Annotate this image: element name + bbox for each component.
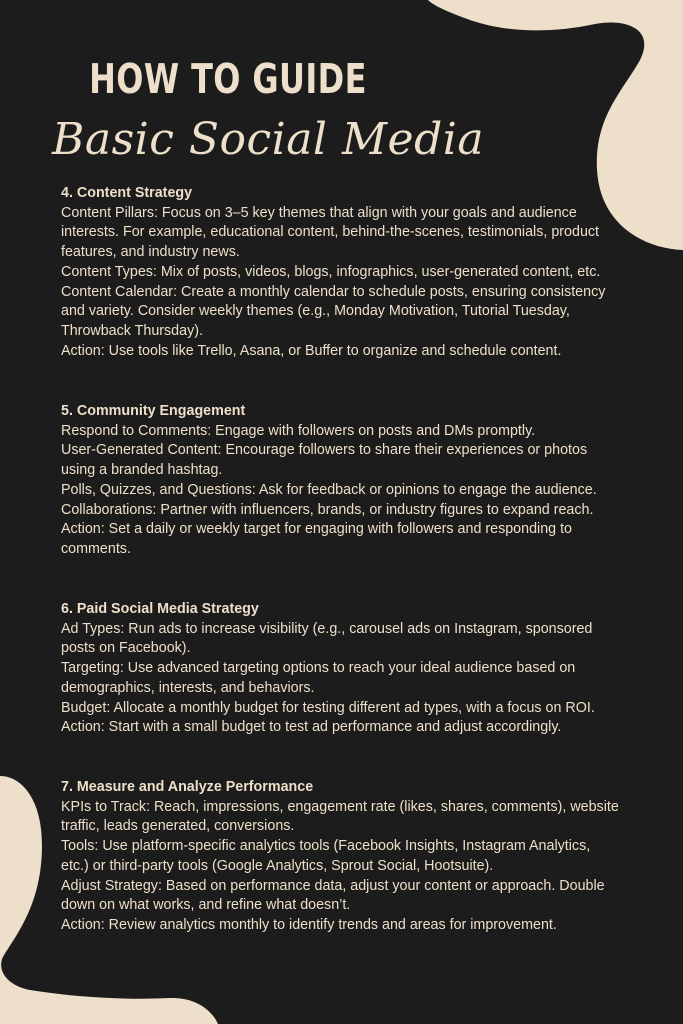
- section-measure-analyze: [61, 778, 621, 936]
- section-line: Ad Types: Run ads to increase visibility (e.g., carousel ads on Instagram, sponsored posts on Facebook).: [61, 620, 593, 657]
- section-content-strategy: [61, 184, 621, 361]
- section-heading: 4. Content Strategy: [61, 185, 193, 201]
- section-line: Content Pillars: Focus on 3–5 key themes that align with your goals and audience interests. For example, educational content, behind-the-scenes, testimonials, product features, and industry news.: [61, 204, 600, 261]
- section-line: Action: Set a daily or weekly target for engaging with followers and responding to comments.: [61, 521, 573, 557]
- section-line: User-Generated Content: Encourage followers to share their experiences or photos using a branded hashtag.: [61, 442, 588, 479]
- section-line: Action: Use tools like Trello, Asana, or Buffer to organize and schedule content.: [61, 342, 562, 359]
- page-subtitle: Basic Social Media: [52, 114, 485, 165]
- section-line: Content Types: Mix of posts, videos, blogs, infographics, user-generated content, etc.: [61, 263, 601, 280]
- section-line: Collaborations: Partner with influencers, brands, or industry figures to expand reach.: [61, 501, 594, 518]
- section-line: Targeting: Use advanced targeting options to reach your ideal audience based on demographics, interests, and behaviors.: [61, 660, 576, 696]
- section-line: Polls, Quizzes, and Questions: Ask for feedback or opinions to engage the audience.: [61, 481, 597, 498]
- section-line: KPIs to Track: Reach, impressions, engagement rate (likes, shares, comments), website traffic, leads generated, conversions.: [61, 798, 619, 835]
- section-line: Action: Start with a small budget to test ad performance and adjust accordingly.: [61, 719, 562, 736]
- section-paid-social-media: [61, 600, 621, 738]
- section-line: Tools: Use platform-specific analytics tools (Facebook Insights, Instagram Analytics, etc.) or third-party tools (Google Analytics, Sprout Social, Hootsuite).: [61, 838, 591, 874]
- section-line: Action: Review analytics monthly to identify trends and areas for improvement.: [61, 916, 557, 933]
- section-line: Adjust Strategy: Based on performance data, adjust your content or approach. Double down on what works, and refine what doesn’t.: [61, 877, 605, 914]
- section-heading: 5. Community Engagement: [61, 403, 246, 419]
- section-line: Respond to Comments: Engage with followers on posts and DMs promptly.: [61, 422, 536, 439]
- section-heading: 6. Paid Social Media Strategy: [61, 601, 259, 617]
- section-line: Budget: Allocate a monthly budget for testing different ad types, with a focus on ROI.: [61, 699, 595, 716]
- section-heading: 7. Measure and Analyze Performance: [61, 779, 314, 795]
- section-community-engagement: [61, 402, 621, 560]
- section-line: Content Calendar: Create a monthly calendar to schedule posts, ensuring consistency and variety. Consider weekly themes (e.g., Monday Motivation, Tutorial Tuesday, Throwback Thursday).: [61, 283, 606, 339]
- page-title: HOW TO GUIDE: [89, 55, 367, 103]
